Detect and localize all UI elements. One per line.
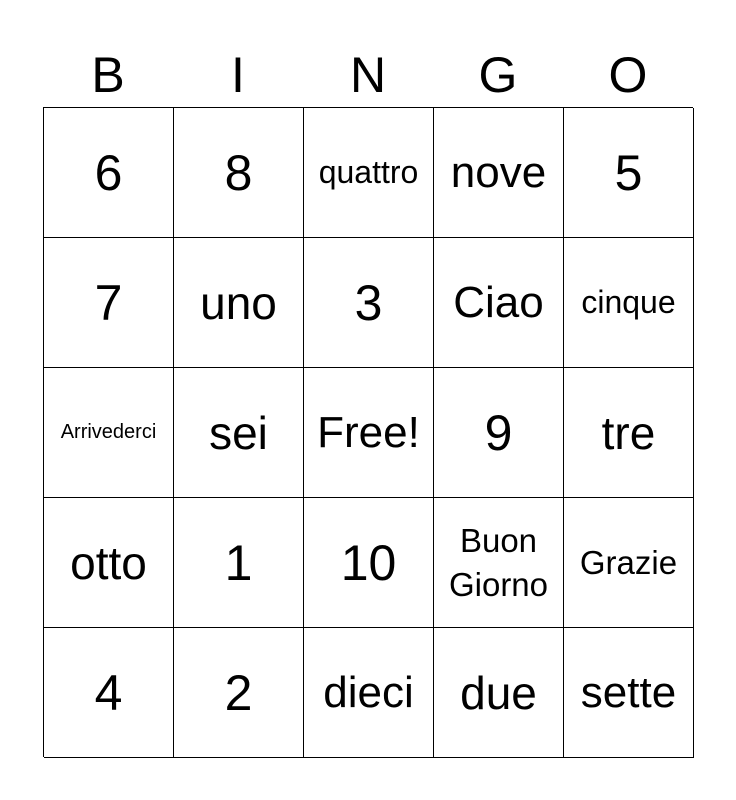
bingo-cell[interactable] — [564, 628, 694, 758]
cell-text: nove — [450, 147, 547, 197]
bingo-cell[interactable] — [434, 368, 564, 498]
bingo-cell[interactable] — [564, 498, 694, 628]
bingo-cell[interactable] — [174, 498, 304, 628]
header-letter-b: B — [91, 47, 125, 103]
cell-text: 6 — [94, 144, 123, 201]
bingo-cell[interactable] — [174, 368, 304, 498]
header-letter-n: N — [349, 47, 387, 103]
cell-text: 10 — [340, 534, 397, 591]
cell-text: 7 — [94, 274, 123, 331]
bingo-header — [43, 42, 693, 108]
header-letter-g: G — [478, 47, 518, 103]
bingo-cell[interactable] — [304, 238, 434, 368]
cell-text: Free! — [317, 407, 420, 457]
header-letter-o: O — [608, 47, 648, 103]
bingo-cell[interactable] — [434, 628, 564, 758]
cell-text: 2 — [224, 664, 253, 721]
bingo-cell[interactable] — [174, 238, 304, 368]
bingo-cell[interactable] — [174, 628, 304, 758]
bingo-cell[interactable] — [44, 238, 174, 368]
cell-text: cinque — [581, 284, 676, 320]
cell-text: 9 — [484, 404, 513, 461]
cell-text: 8 — [224, 144, 253, 201]
cell-text: tre — [601, 406, 656, 459]
header-letter-i: I — [231, 47, 245, 103]
cell-text: 4 — [94, 664, 123, 721]
bingo-grid — [43, 107, 693, 757]
bingo-cell[interactable] — [44, 498, 174, 628]
cell-text: 5 — [614, 144, 643, 201]
bingo-cell[interactable] — [564, 238, 694, 368]
cell-text: Grazie — [579, 543, 678, 581]
bingo-cell[interactable] — [304, 628, 434, 758]
bingo-cell[interactable] — [564, 368, 694, 498]
cell-text: Arrivederci — [60, 421, 157, 443]
cell-text: sette — [580, 667, 677, 717]
cell-text: 3 — [354, 274, 383, 331]
bingo-cell[interactable] — [44, 368, 174, 498]
bingo-cell[interactable] — [174, 108, 304, 238]
bingo-cell[interactable] — [564, 108, 694, 238]
bingo-cell[interactable] — [304, 108, 434, 238]
bingo-cell[interactable] — [304, 498, 434, 628]
cell-text: 1 — [224, 534, 253, 591]
bingo-cell[interactable] — [434, 238, 564, 368]
cell-text: sei — [209, 406, 268, 459]
free-space-cell[interactable] — [304, 368, 434, 498]
cell-text: Buon Giorno — [448, 521, 549, 603]
bingo-cell[interactable] — [434, 498, 564, 628]
bingo-cell[interactable] — [44, 628, 174, 758]
bingo-cell[interactable] — [434, 108, 564, 238]
cell-text: due — [460, 666, 537, 719]
cell-text: Ciao — [453, 277, 544, 327]
cell-text: quattro — [318, 154, 419, 190]
cell-text: otto — [70, 536, 147, 589]
bingo-cell[interactable] — [44, 108, 174, 238]
cell-text: uno — [200, 276, 277, 329]
cell-text: dieci — [323, 667, 414, 717]
